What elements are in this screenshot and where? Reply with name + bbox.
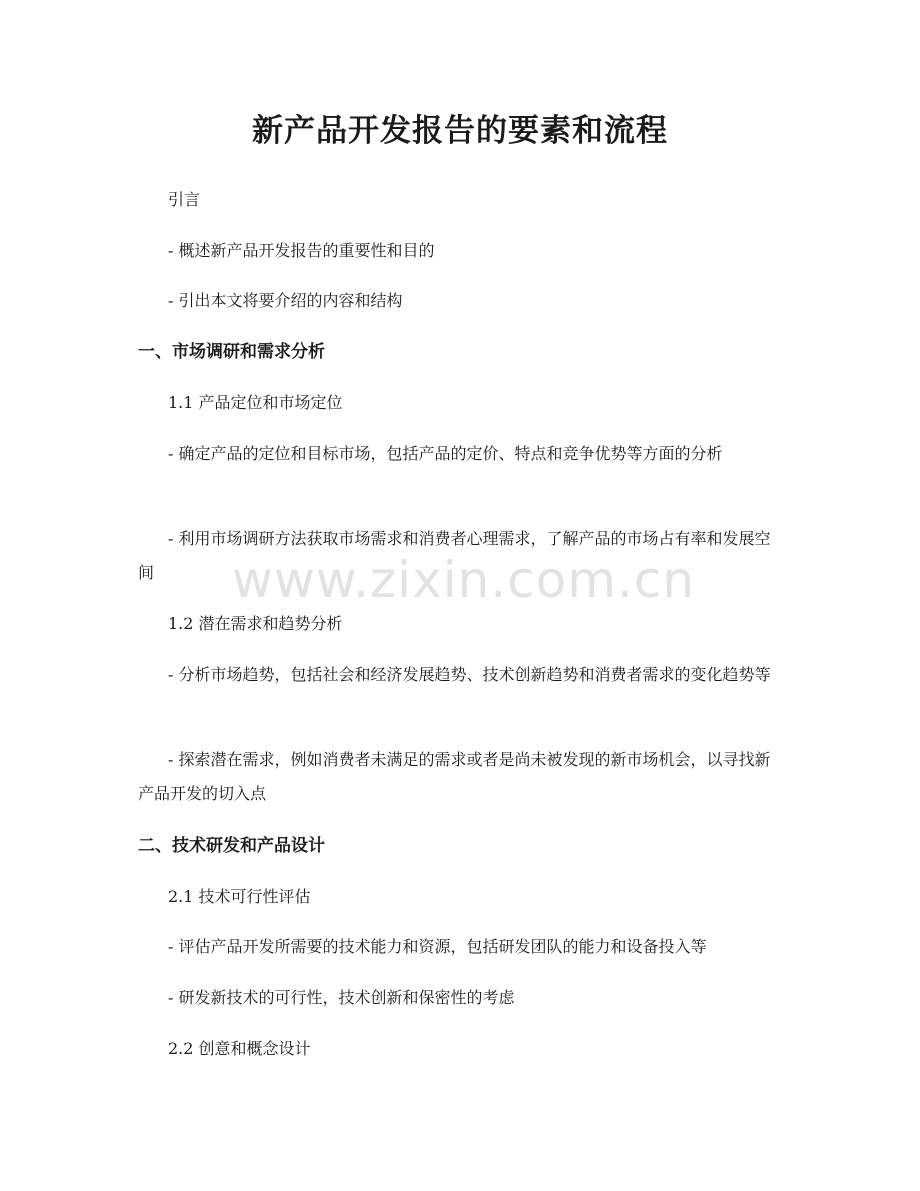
- subsection-heading: 2.1 技术可行性评估: [168, 887, 311, 906]
- watermark: www.zixin.com.cn: [232, 551, 696, 609]
- subsection-heading: 1.1 产品定位和市场定位: [168, 393, 343, 412]
- section-heading: 一、市场调研和需求分析: [138, 342, 325, 362]
- subsection-heading: 2.2 创意和概念设计: [168, 1039, 311, 1058]
- paragraph: - 利用市场调研方法获取市场需求和消费者心理需求，了解产品的市场占有率和发展空间: [138, 529, 771, 582]
- paragraph: - 分析市场趋势，包括社会和经济发展趋势、技术创新趋势和消费者需求的变化趋势等: [168, 665, 771, 684]
- section-heading: 二、技术研发和产品设计: [138, 836, 325, 856]
- intro-heading: 引言: [168, 190, 201, 209]
- paragraph: - 确定产品的定位和目标市场，包括产品的定价、特点和竞争优势等方面的分析: [168, 444, 723, 463]
- subsection-heading: 1.2 潜在需求和趋势分析: [168, 614, 343, 633]
- paragraph: - 评估产品开发所需要的技术能力和资源，包括研发团队的能力和设备投入等: [168, 937, 707, 956]
- document-title: 新产品开发报告的要素和流程: [252, 113, 668, 149]
- paragraph: - 探索潜在需求，例如消费者未满足的需求或者是尚未被发现的新市场机会，以寻找新产品开发的切入点: [138, 750, 771, 803]
- paragraph: - 研发新技术的可行性，技术创新和保密性的考虑: [168, 988, 515, 1007]
- intro-item: - 概述新产品开发报告的重要性和目的: [168, 241, 435, 260]
- intro-item: - 引出本文将要介绍的内容和结构: [168, 291, 403, 310]
